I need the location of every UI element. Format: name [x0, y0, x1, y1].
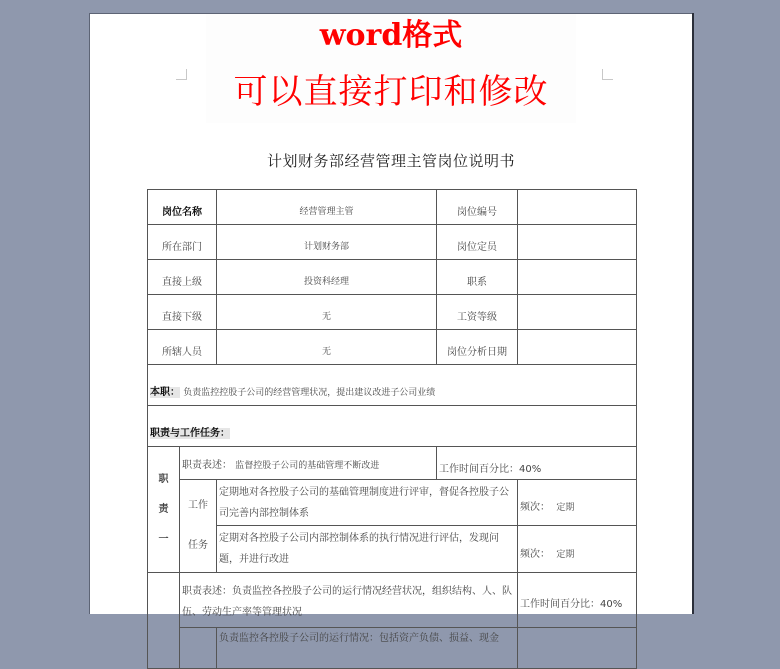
info-row: [148, 260, 637, 295]
duty-1-name: 职 责 一: [148, 447, 180, 573]
margin-corner-top-left: [176, 69, 187, 80]
value-direct-subordinate[interactable]: 无: [217, 295, 437, 330]
task-row: [148, 480, 637, 526]
duties-header: 职责与工作任务：: [150, 427, 230, 439]
core-duty-text: 负责监控控股子公司的经营管理状况，提出建议改进子公司业绩: [183, 387, 436, 398]
watermark-line-2: 可以直接打印和修改: [233, 72, 549, 112]
duty-2-name: [148, 573, 180, 669]
value-analysis-date[interactable]: [518, 330, 637, 365]
label-headcount: 岗位定员: [437, 225, 518, 260]
job-description-table: [147, 189, 637, 669]
margin-corner-top-right: [602, 69, 613, 80]
task-row: [148, 628, 637, 669]
duty-description-row: [148, 447, 637, 480]
label-direct-subordinate: 直接下级: [148, 295, 217, 330]
label-position-name: 岗位名称: [148, 190, 217, 225]
duties-header-row: [148, 406, 637, 447]
duty-2-task-1[interactable]: 负责监控各控股子公司的运行情况：包括资产负债、损益、现金: [217, 628, 518, 669]
value-job-family[interactable]: [518, 260, 637, 295]
document-page: [89, 13, 692, 644]
document-title: 计划财务部经营管理主管岗位说明书: [266, 152, 515, 170]
label-analysis-date: 岗位分析日期: [437, 330, 518, 365]
value-salary-grade[interactable]: [518, 295, 637, 330]
duty-2-task-1-frequency[interactable]: [518, 628, 637, 669]
label-position-id: 岗位编号: [437, 190, 518, 225]
label-direct-superior: 直接上级: [148, 260, 217, 295]
core-duty-row: [148, 365, 637, 406]
duty-1-task-1[interactable]: 定期地对各控股子公司的基础管理制度进行评审，督促各控股子公司完善内部控制体系: [217, 480, 518, 526]
watermark-line-1: word格式: [319, 18, 463, 53]
value-department[interactable]: 计划财务部: [217, 225, 437, 260]
value-direct-superior[interactable]: 投资科经理: [217, 260, 437, 295]
label-department: 所在部门: [148, 225, 217, 260]
value-position-id[interactable]: [518, 190, 637, 225]
core-duty-label: 本职：: [150, 386, 180, 398]
label-job-family: 职系: [437, 260, 518, 295]
duty-1-time-percent[interactable]: 工作时间百分比：40%: [437, 447, 637, 480]
duty-description-row: [148, 573, 637, 628]
duty-1-task-1-frequency[interactable]: 频次： 定期: [518, 480, 637, 526]
duty-1-description[interactable]: 职责表述： 监督控股子公司的基础管理不断改进: [180, 447, 437, 480]
label-salary-grade: 工资等级: [437, 295, 518, 330]
value-position-name[interactable]: 经营管理主管: [217, 190, 437, 225]
info-row: [148, 330, 637, 365]
info-row: [148, 190, 637, 225]
core-duty-cell[interactable]: [148, 365, 637, 406]
info-row: [148, 225, 637, 260]
value-headcount[interactable]: [518, 225, 637, 260]
duties-header-cell: [148, 406, 637, 447]
duty-2-description[interactable]: 职责表述：负责监控各控股子公司的运行情况经营状况，组织结构、人、队伍、劳动生产率等管理状况: [180, 573, 518, 628]
value-staff-managed[interactable]: 无: [217, 330, 437, 365]
task-label: [180, 628, 217, 669]
info-row: [148, 295, 637, 330]
label-staff-managed: 所辖人员: [148, 330, 217, 365]
duty-1-task-2[interactable]: 定期对各控股子公司内部控制体系的执行情况进行评估，发现问题，并进行改进: [217, 526, 518, 573]
duty-2-time-percent[interactable]: 工作时间百分比：40%: [518, 573, 637, 628]
task-label: 工作 任务: [180, 480, 217, 573]
watermark-banner: [206, 14, 576, 123]
duty-1-task-2-frequency[interactable]: 频次： 定期: [518, 526, 637, 573]
task-row: [148, 526, 637, 573]
